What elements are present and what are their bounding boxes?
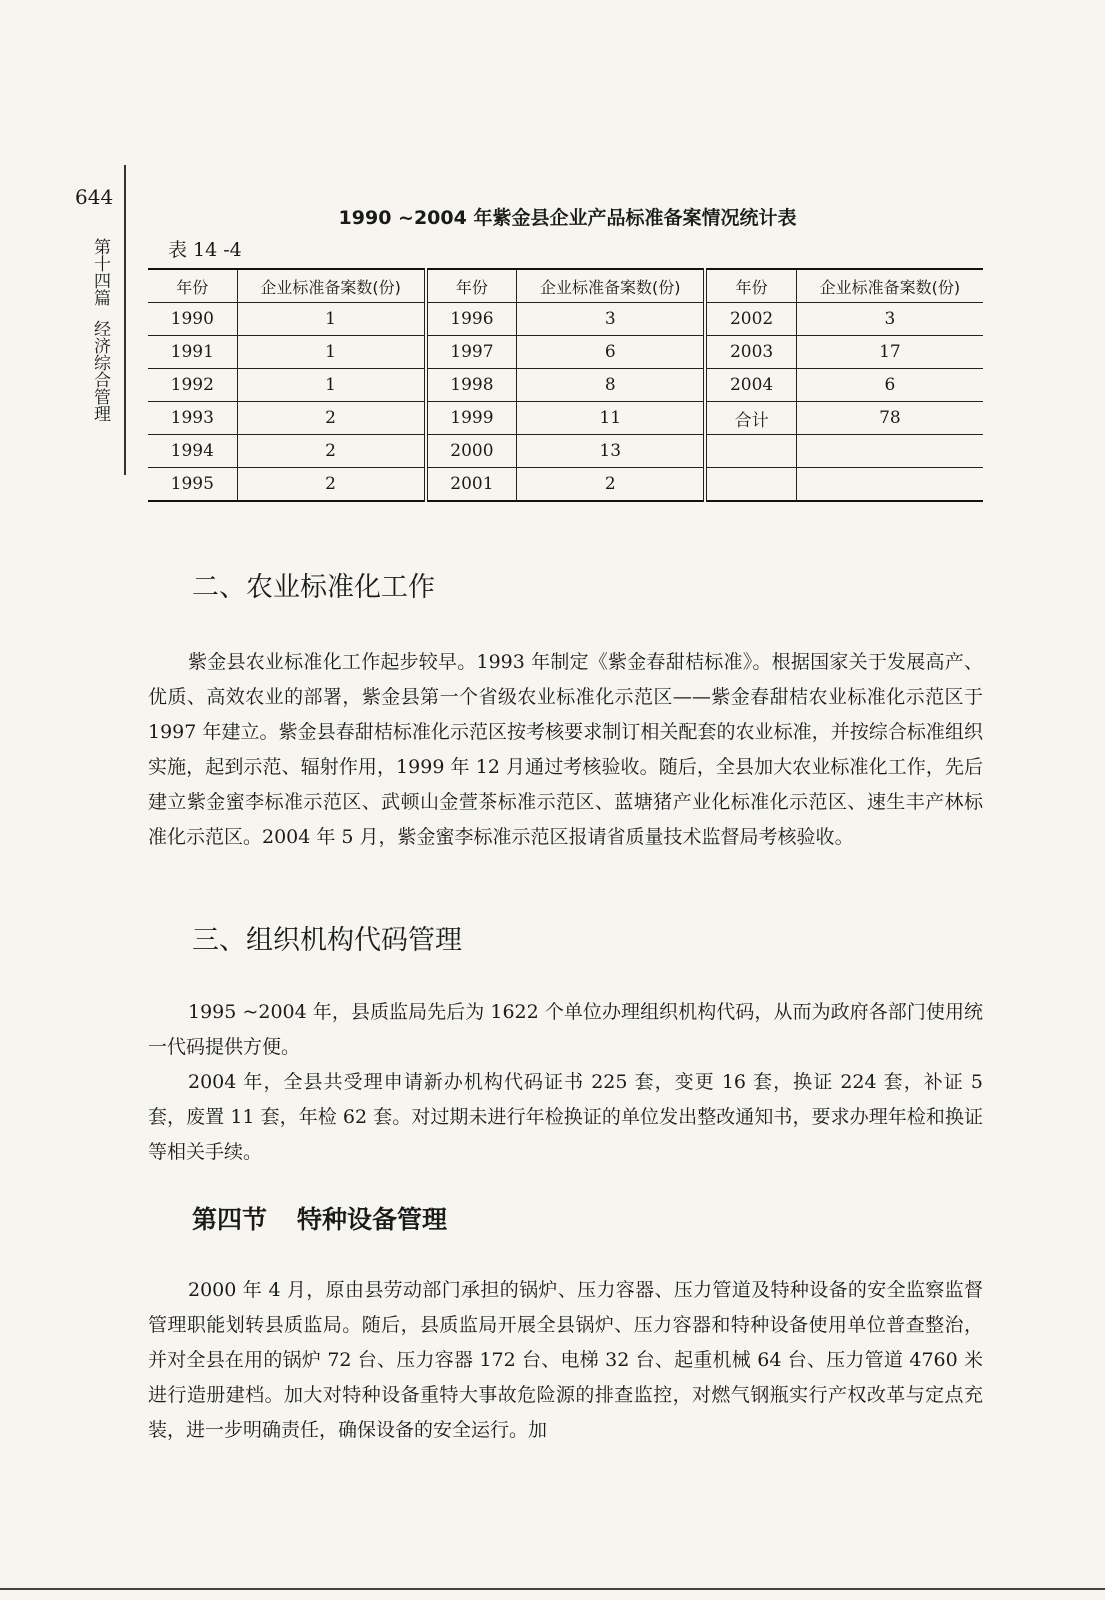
table-cell: 2002 <box>705 303 796 336</box>
table-cell: 8 <box>517 369 706 402</box>
table-header-row <box>148 269 983 303</box>
table-cell: 2004 <box>705 369 796 402</box>
table-cell: 1993 <box>148 402 237 435</box>
chapter-vertical-label <box>88 238 110 422</box>
table-cell: 2003 <box>705 336 796 369</box>
header-year-2: 年份 <box>426 269 517 303</box>
table-cell: 13 <box>517 435 706 468</box>
standards-table <box>148 268 983 502</box>
margin-rule <box>124 165 126 475</box>
header-year-3: 年份 <box>705 269 796 303</box>
bottom-edge-rule <box>0 1588 1105 1590</box>
table-row <box>148 369 983 402</box>
table-cell: 11 <box>517 402 706 435</box>
chapter-title: 经济综合管理 <box>90 320 110 422</box>
table-cell: 2 <box>517 468 706 502</box>
table-cell: 1998 <box>426 369 517 402</box>
table-cell: 2 <box>237 402 426 435</box>
chapter-part: 第十四篇 <box>90 238 110 306</box>
table-cell: 1992 <box>148 369 237 402</box>
table-row <box>148 468 983 502</box>
paragraph-org-code-2: 2004 年，全县共受理申请新办机构代码证书 225 套，变更 16 套，换证 224 套，补证 5 套，废置 11 套，年检 62 套。对过期未进行年检换证的单位发出整改通知书，要求办理年检和换证等相关手续。 <box>148 1071 983 1163</box>
table-cell <box>796 435 983 468</box>
table-cell: 2 <box>237 468 426 502</box>
paragraph-org-code-1: 1995 ~2004 年，县质监局先后为 1622 个单位办理组织机构代码，从而为政府各部门使用统一代码提供方便。 <box>148 1001 983 1058</box>
table-cell: 1999 <box>426 402 517 435</box>
header-year-1: 年份 <box>148 269 237 303</box>
section-heading-agriculture: 二、农业标准化工作 <box>192 572 435 603</box>
table-row <box>148 303 983 336</box>
table-cell: 1 <box>237 369 426 402</box>
table-cell: 2000 <box>426 435 517 468</box>
table-cell <box>705 435 796 468</box>
table-cell: 6 <box>517 336 706 369</box>
section-heading-special-equipment <box>192 1200 447 1236</box>
table-cell: 3 <box>517 303 706 336</box>
table-cell <box>796 468 983 502</box>
header-count-2: 企业标准备案数(份) <box>517 269 706 303</box>
table-cell: 2001 <box>426 468 517 502</box>
table-row <box>148 336 983 369</box>
section-heading-org-code: 三、组织机构代码管理 <box>192 925 462 956</box>
paragraph-agriculture: 紫金县农业标准化工作起步较早。1993 年制定《紫金春甜桔标准》。根据国家关于发展高产、优质、高效农业的部署，紫金县第一个省级农业标准化示范区——紫金春甜桔农业标准化示范区于 1997 年建立。紫金县春甜桔标准化示范区按考核要求制订相关配套的农业标准，并按综合标准组织实施，起到示范、辐射作用，1999 年 12 月通过考核验收。随后，全县加大农业标准化工作，先后建立紫金蜜李标准示范区、武顿山金萱茶标准示范区、蓝塘猪产业化标准化示范区、速生丰产林标准化示范区。2004 年 5 月，紫金蜜李标准示范区报请省质量技术监督局考核验收。 <box>148 651 983 848</box>
table-cell: 1997 <box>426 336 517 369</box>
paragraph-special-equipment: 2000 年 4 月，原由县劳动部门承担的锅炉、压力容器、压力管道及特种设备的安全监察监督管理职能划转县质监局。随后，县质监局开展全县锅炉、压力容器和特种设备使用单位普查整治，并对全县在用的锅炉 72 台、压力容器 172 台、电梯 32 台、起重机械 64 台、压力管道 4760 米进行造册建档。加大对特种设备重特大事故危险源的排查监控，对燃气钢瓶实行产权改革与定点充装，进一步明确责任，确保设备的安全运行。加 <box>148 1279 983 1441</box>
section-node-title: 特种设备管理 <box>297 1205 448 1234</box>
table-cell: 1994 <box>148 435 237 468</box>
header-count-3: 企业标准备案数(份) <box>796 269 983 303</box>
table-cell: 78 <box>796 402 983 435</box>
table-cell: 3 <box>796 303 983 336</box>
section-node-number: 第四节 <box>192 1205 268 1234</box>
table-cell: 17 <box>796 336 983 369</box>
table-cell: 2 <box>237 435 426 468</box>
table-cell: 1996 <box>426 303 517 336</box>
table-cell: 1995 <box>148 468 237 502</box>
header-count-1: 企业标准备案数(份) <box>237 269 426 303</box>
table-cell <box>705 468 796 502</box>
table-row <box>148 402 983 435</box>
table-row <box>148 435 983 468</box>
table-cell: 1 <box>237 336 426 369</box>
table-title: 1990 ~2004 年紫金县企业产品标准备案情况统计表 <box>338 207 797 229</box>
table-cell: 1990 <box>148 303 237 336</box>
table-cell: 合计 <box>705 402 796 435</box>
table-cell: 1991 <box>148 336 237 369</box>
table-label: 表 14 -4 <box>168 239 242 261</box>
page-number: 644 <box>75 185 114 209</box>
table-cell: 1 <box>237 303 426 336</box>
table-cell: 6 <box>796 369 983 402</box>
